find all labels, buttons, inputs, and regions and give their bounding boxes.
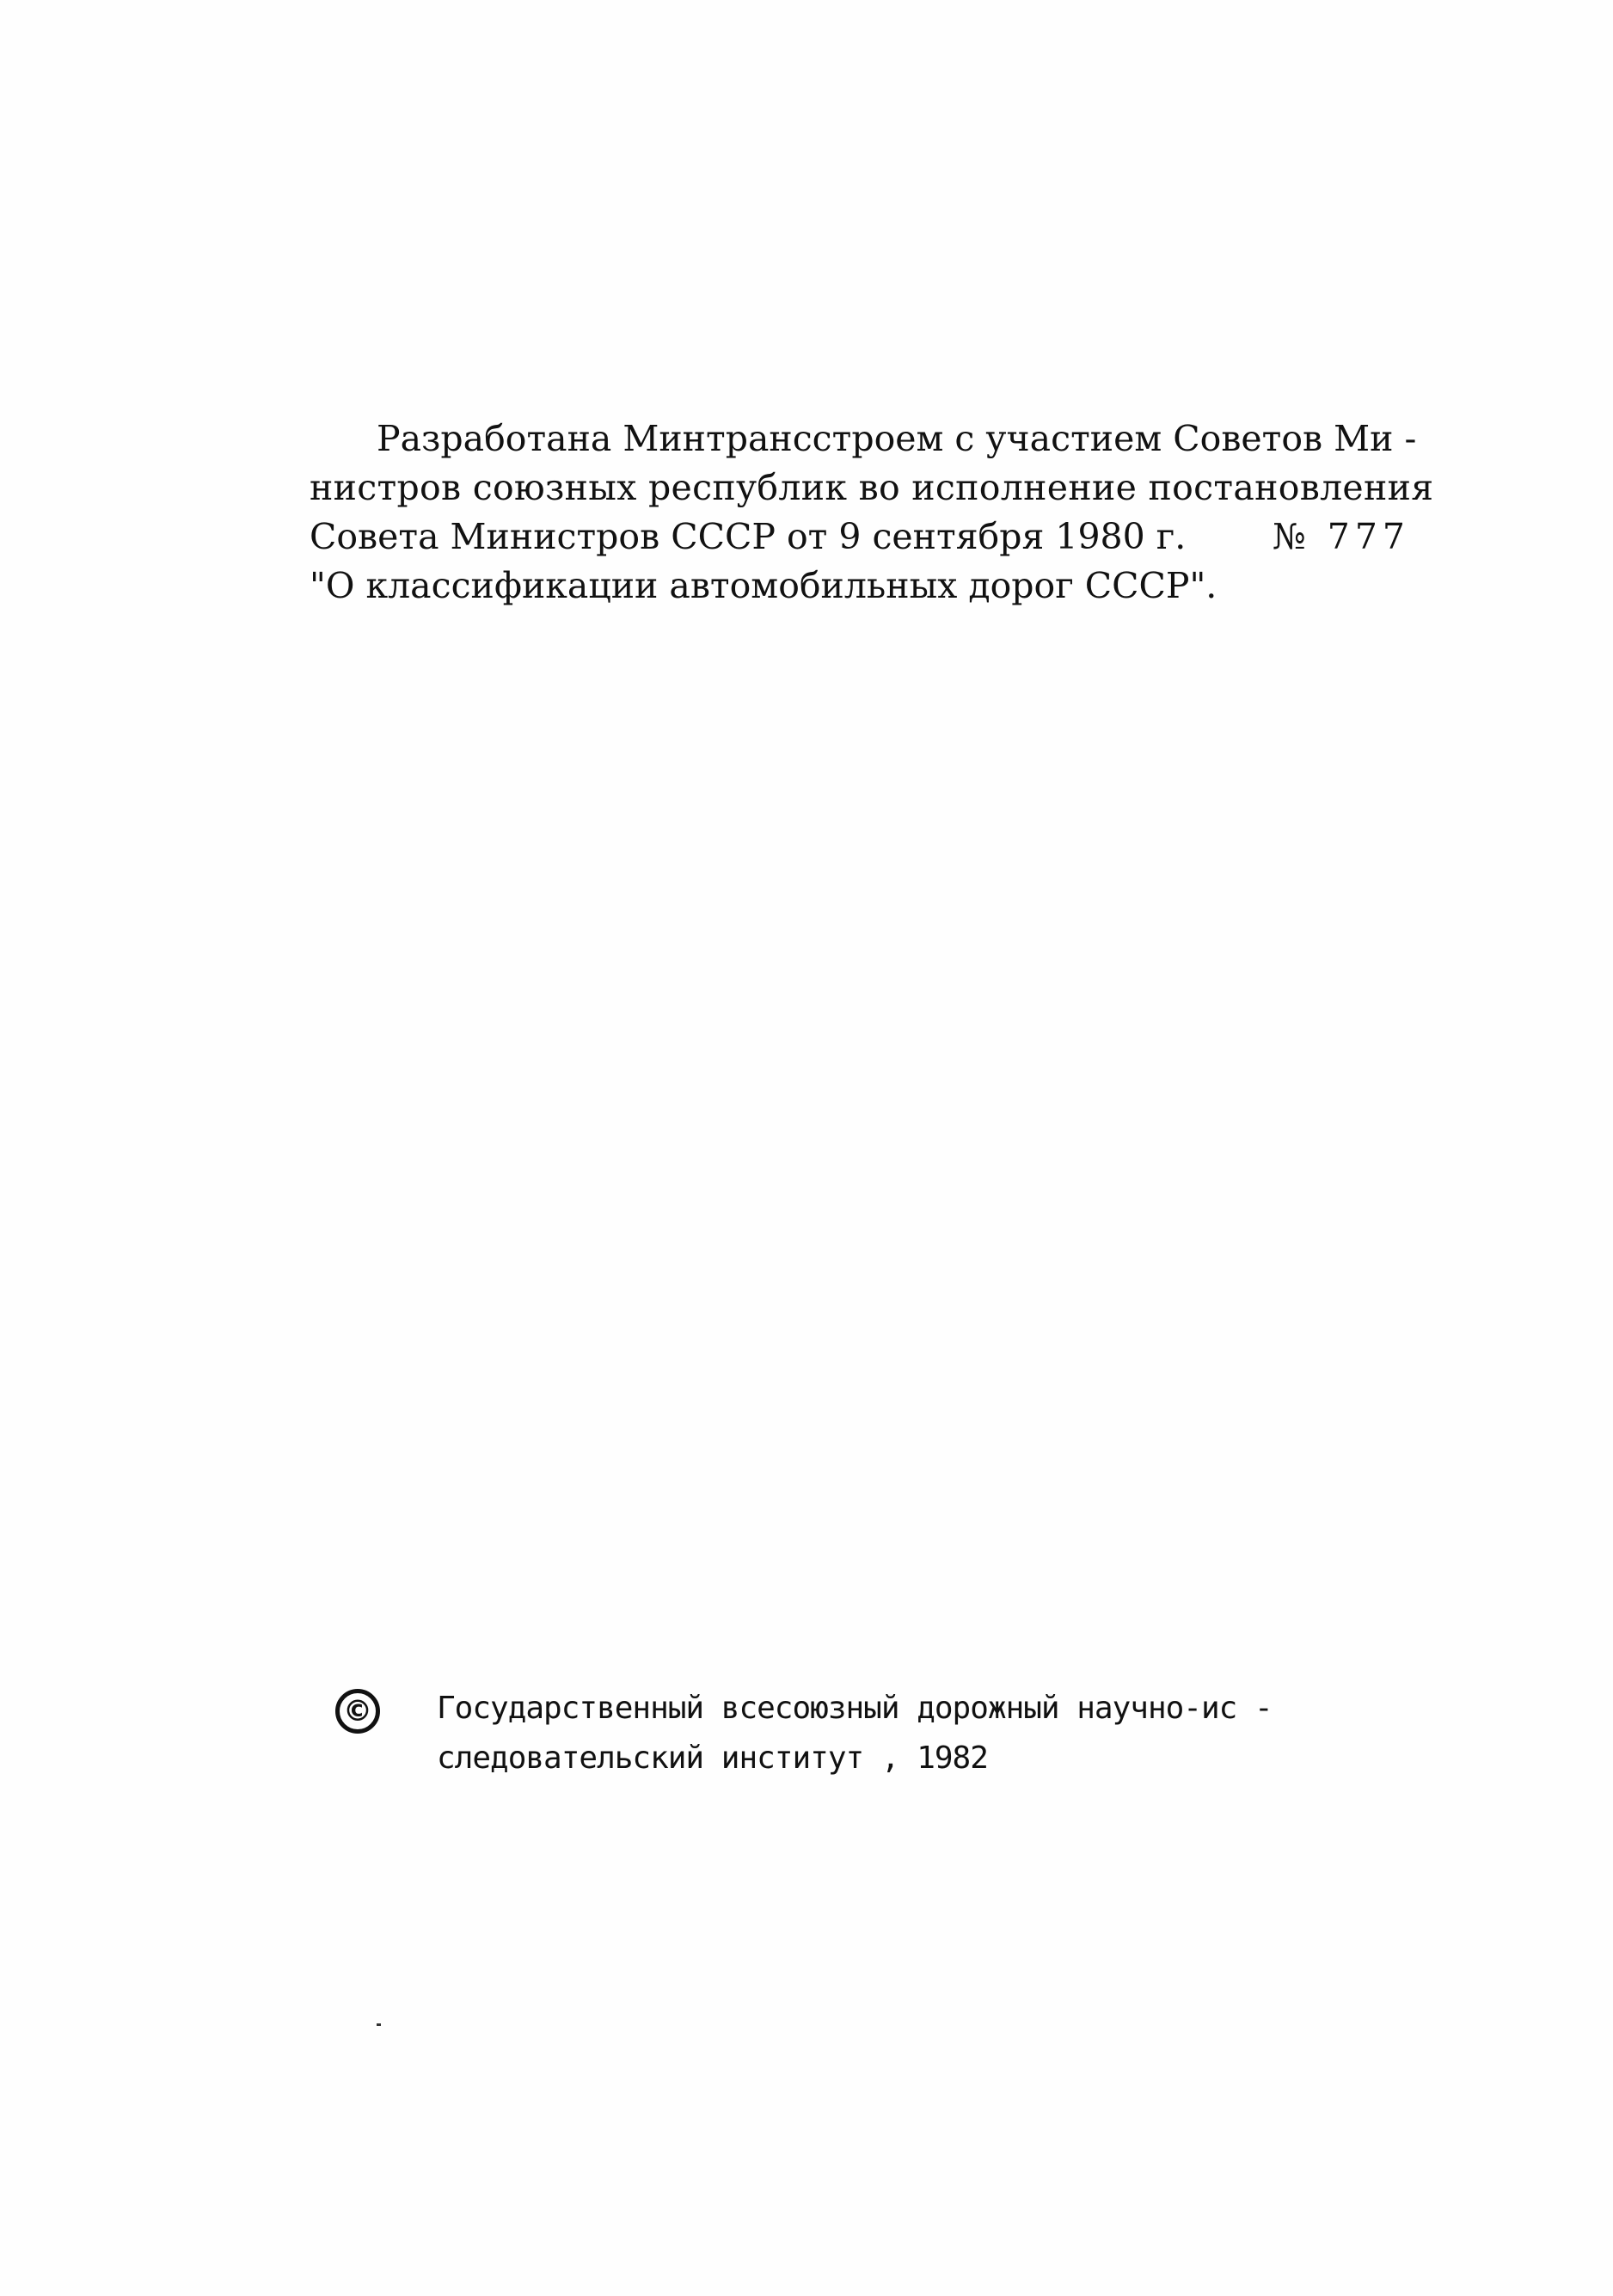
- intro-line-3: Совета Министров СССР от 9 сентября 1980 г.: [310, 516, 1187, 557]
- development-note: [310, 414, 1436, 611]
- copyright-line-1: Государственный всесоюзный дорожный научно-ис -: [437, 1691, 1273, 1726]
- intro-line-3-row: [310, 513, 1417, 562]
- copyright-line-2: следовательский институт , 1982: [437, 1740, 988, 1776]
- copyright-text: [437, 1684, 1273, 1783]
- intro-line-1: Разработана Минтрансстроем с участием Советов Ми -: [377, 418, 1417, 459]
- copyright-icon: ©: [335, 1689, 380, 1734]
- copyright-notice: [327, 1684, 1444, 1813]
- intro-line-4: "О классификации автомобильных дорог СССР".: [310, 565, 1217, 606]
- intro-line-2: нистров союзных республик во исполнение постановления: [310, 467, 1434, 508]
- decree-number: № 777: [1272, 516, 1410, 557]
- scan-speck: [377, 2023, 381, 2026]
